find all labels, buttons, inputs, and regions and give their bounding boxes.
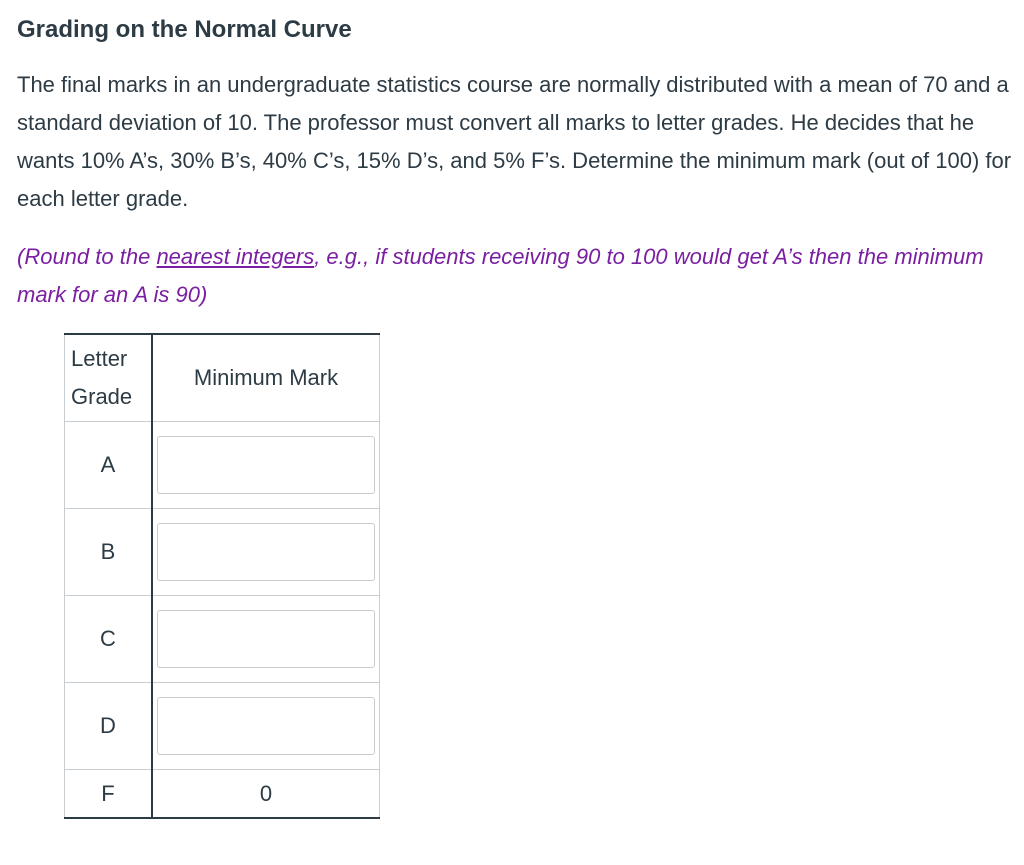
mark-cell-b <box>152 509 380 596</box>
mark-cell-c <box>152 596 380 683</box>
rounding-instruction <box>17 238 1017 314</box>
table-row <box>65 683 380 770</box>
table-row <box>65 770 380 819</box>
minimum-mark-header: Minimum Mark <box>152 334 380 422</box>
table-row <box>65 509 380 596</box>
problem-statement: The final marks in an undergraduate statistics course are normally distributed with a mean of 70 and a standard deviation of 10. The professor must convert all marks to letter grades. He decides that he wants 10% A’s, 30% B’s, 40% C’s, 15% D’s, and 5% F’s. Determine the minimum mark (out of 100) for each letter grade. <box>17 72 1012 211</box>
page-title: Grading on the Normal Curve <box>17 16 352 43</box>
grade-letter-d: D <box>65 683 153 770</box>
letter-grade-header <box>65 334 153 422</box>
min-mark-input-d[interactable] <box>157 697 375 755</box>
grade-letter-a: A <box>65 422 153 509</box>
grade-letter-c: C <box>65 596 153 683</box>
grade-table <box>64 333 380 819</box>
grade-letter-b: B <box>65 509 153 596</box>
mark-cell-d <box>152 683 380 770</box>
instruction-text-before: (Round to the <box>17 244 157 269</box>
min-mark-f-value: 0 <box>259 780 273 806</box>
letter-header-line1: Letter <box>71 346 128 371</box>
min-mark-input-a[interactable] <box>157 436 375 494</box>
instruction-text-after: , e.g., if students receiving 90 to 100 would get A’s then the minimum mark for an A is 90) <box>17 244 984 307</box>
grade-letter-f: F <box>65 770 153 819</box>
nearest-integers-link[interactable]: nearest integers <box>156 244 315 269</box>
min-mark-input-c[interactable] <box>157 610 375 668</box>
min-mark-input-b[interactable] <box>157 523 375 581</box>
letter-header-line2: Grade <box>71 384 133 409</box>
table-row <box>65 422 380 509</box>
mark-cell-a <box>152 422 380 509</box>
table-header-row <box>65 334 380 422</box>
table-row <box>65 596 380 683</box>
